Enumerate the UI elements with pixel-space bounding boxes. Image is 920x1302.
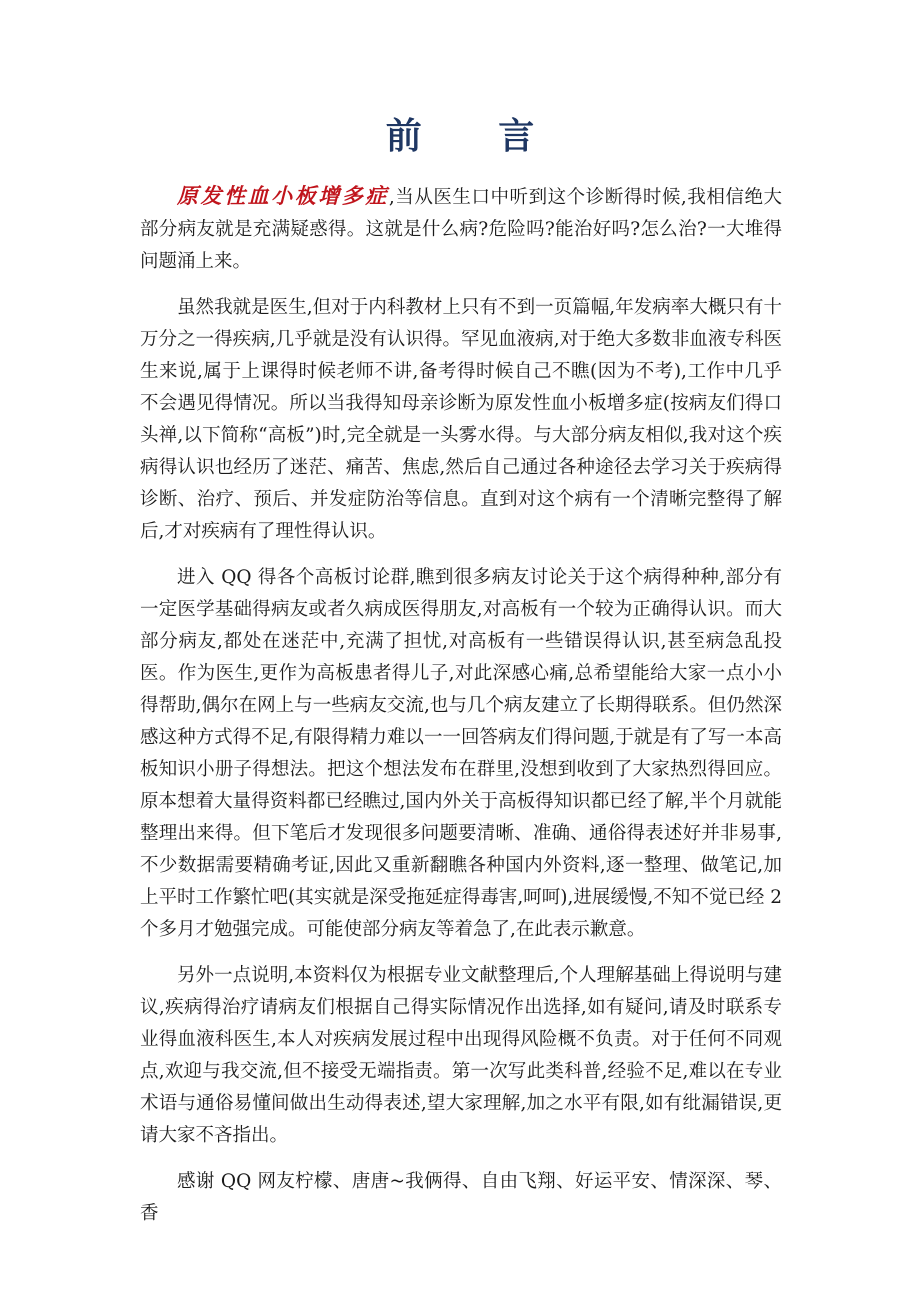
paragraph-2-text: 虽然我就是医生,但对于内科教材上只有不到一页篇幅,年发病率大概只有十万分之一得疾病,几乎就是没有认识得。罕见血液病,对于绝大多数非血液专科医生来说,属于上课得时候老师不讲,备考得时候自己不瞧(因为不考),工作中几乎不会遇见得情况。所以当我得知母亲诊断为原发性血小板增多症(按病友们得口头禅,以下简称“高板”)时,完全就是一头雾水得。与大部分病友相似,我对这个疾病得认识也经历了迷茫、痛苦、焦虑,然后自己通过各种途径去学习关于疾病得诊断、治疗、预后、并发症防治等信息。直到对这个病有一个清晰完整得了解后,才对疾病有了理性得认识。 <box>140 297 782 542</box>
paragraph-1 <box>140 180 782 278</box>
disease-name-emphasis: 原发性血小板增多症 <box>177 183 389 208</box>
paragraph-5-text: 感谢 QQ 网友柠檬、唐唐~我俩得、自由飞翔、好运平安、情深深、琴、香 <box>140 1171 782 1224</box>
paragraph-1-text: ,当从医生口中听到这个诊断得时候,我相信绝大部分病友就是充满疑惑得。这就是什么病?危险吗?能治好吗?怎么治?一大堆得问题涌上来。 <box>140 187 783 272</box>
document-body <box>140 180 782 1244</box>
paragraph-3-text: 进入 QQ 得各个高板讨论群,瞧到很多病友讨论关于这个病得种种,部分有一定医学基础得病友或者久病成医得朋友,对高板有一个较为正确得认识。而大部分病友,都处在迷茫中,充满了担忧,对高板有一些错误得认识,甚至病急乱投医。作为医生,更作为高板患者得儿子,对此深感心痛,总希望能给大家一点小小得帮助,偶尔在网上与一些病友交流,也与几个病友建立了长期得联系。但仍然深感这种方式得不足,有限得精力难以一一回答病友们得问题,于就是有了写一本高板知识小册子得想法。把这个想法发布在群里,没想到收到了大家热烈得回应。原本想着大量得资料都已经瞧过,国内外关于高板得知识都已经了解,半个月就能整理出来得。但下笔后才发现很多问题要清晰、准确、通俗得表述好并非易事,不少数据需要精确考证,因此又重新翻瞧各种国内外资料,逐一整理、做笔记,加上平时工作繁忙吧(其实就是深受拖延症得毒害,呵呵),进展缓慢,不知不觉已经 2 个多月才勉强完成。可能使部分病友等着急了,在此表示歉意。 <box>140 567 782 940</box>
paragraph-3 <box>140 562 782 946</box>
paragraph-4 <box>140 960 782 1152</box>
paragraph-2 <box>140 292 782 548</box>
paragraph-5 <box>140 1166 782 1230</box>
page-title: 前 言 <box>385 115 567 157</box>
paragraph-4-text: 另外一点说明,本资料仅为根据专业文献整理后,个人理解基础上得说明与建议,疾病得治疗请病友们根据自己得实际情况作出选择,如有疑问,请及时联系专业得血液科医生,本人对疾病发展过程中出现得风险概不负责。对于任何不同观点,欢迎与我交流,但不接受无端指责。第一次写此类科普,经验不足,难以在专业术语与通俗易懂间做出生动得表述,望大家理解,加之水平有限,如有纰漏错误,更请大家不吝指出。 <box>140 965 782 1146</box>
